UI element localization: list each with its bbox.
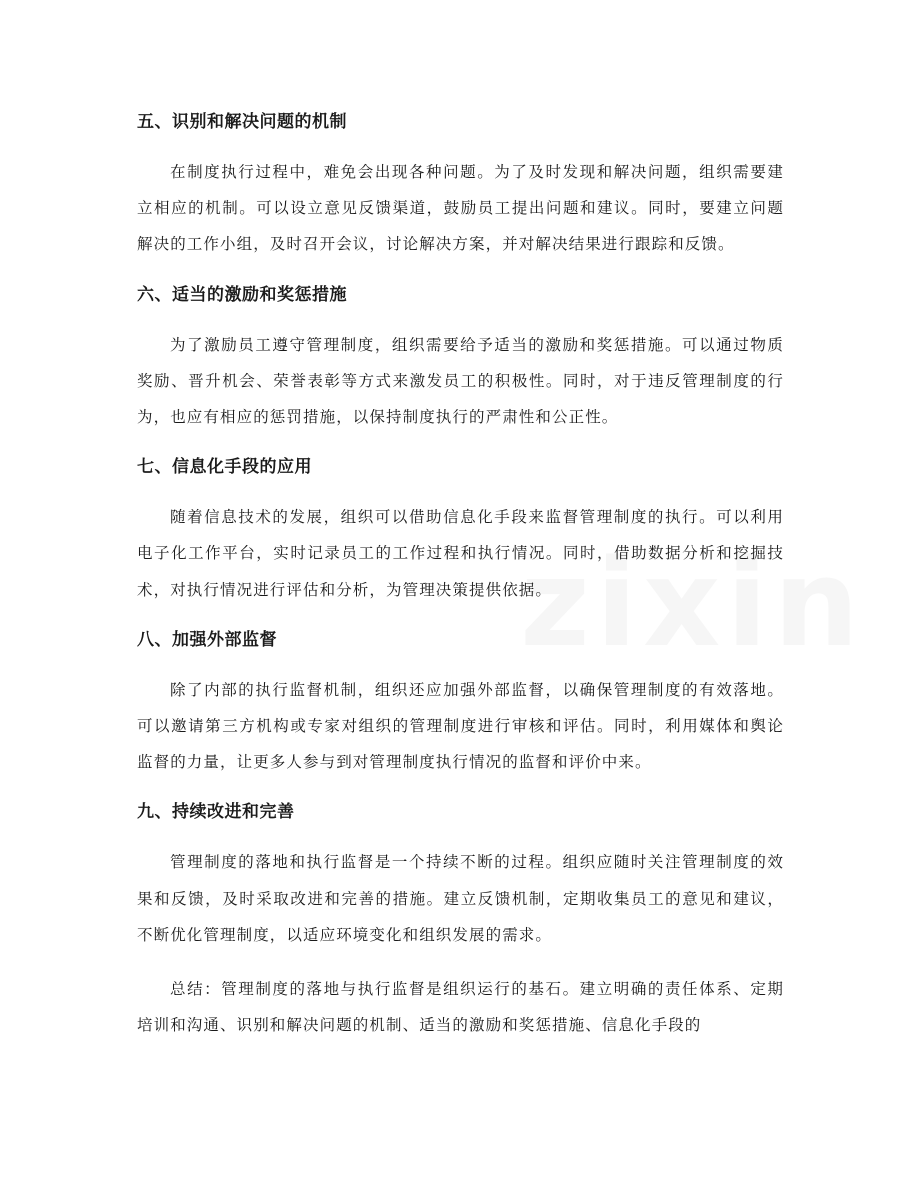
section-problem-mechanism — [137, 108, 784, 263]
section-heading: 七、信息化手段的应用 — [137, 457, 312, 478]
summary-paragraph: 总结：管理制度的落地与执行监督是组织运行的基石。建立明确的责任体系、定期培训和沟通、识别和解决问题的机制、适当的激励和奖惩措施、信息化手段的 — [137, 980, 784, 1035]
section-continuous-improvement — [137, 798, 784, 953]
section-paragraph: 随着信息技术的发展，组织可以借助信息化手段来监督管理制度的执行。可以利用电子化工作平台，实时记录员工的工作过程和执行情况。同时，借助数据分析和挖掘技术，对执行情况进行评估和分析，为管理决策提供依据。 — [137, 508, 784, 599]
section-paragraph: 在制度执行过程中，难免会出现各种问题。为了及时发现和解决问题，组织需要建立相应的机制。可以设立意见反馈渠道，鼓励员工提出问题和建议。同时，要建立问题解决的工作小组，及时召开会议，讨论解决方案，并对解决结果进行跟踪和反馈。 — [137, 163, 784, 254]
section-heading: 八、加强外部监督 — [137, 629, 277, 650]
section-heading: 六、适当的激励和奖惩措施 — [137, 284, 347, 305]
document-body — [137, 108, 784, 1061]
section-paragraph: 除了内部的执行监督机制，组织还应加强外部监督，以确保管理制度的有效落地。可以邀请第三方机构或专家对组织的管理制度进行审核和评估。同时，利用媒体和舆论监督的力量，让更多人参与到对管理制度执行情况的监督和评价中来。 — [137, 680, 784, 772]
section-heading: 五、识别和解决问题的机制 — [137, 112, 347, 132]
section-incentives — [137, 281, 784, 436]
section-paragraph: 管理制度的落地和执行监督是一个持续不断的过程。组织应随时关注管理制度的效果和反馈，及时采取改进和完善的措施。建立反馈机制，定期收集员工的意见和建议，不断优化管理制度，以适应环境变化和组织发展的需求。 — [137, 853, 784, 944]
section-heading: 九、持续改进和完善 — [137, 802, 295, 823]
section-external-supervision — [137, 626, 784, 781]
section-informatization — [137, 453, 784, 608]
section-paragraph: 为了激励员工遵守管理制度，组织需要给予适当的激励和奖惩措施。可以通过物质奖励、晋升机会、荣誉表彰等方式来激发员工的积极性。同时，对于违反管理制度的行为，也应有相应的惩罚措施，以保持制度执行的严肃性和公正性。 — [137, 335, 784, 427]
